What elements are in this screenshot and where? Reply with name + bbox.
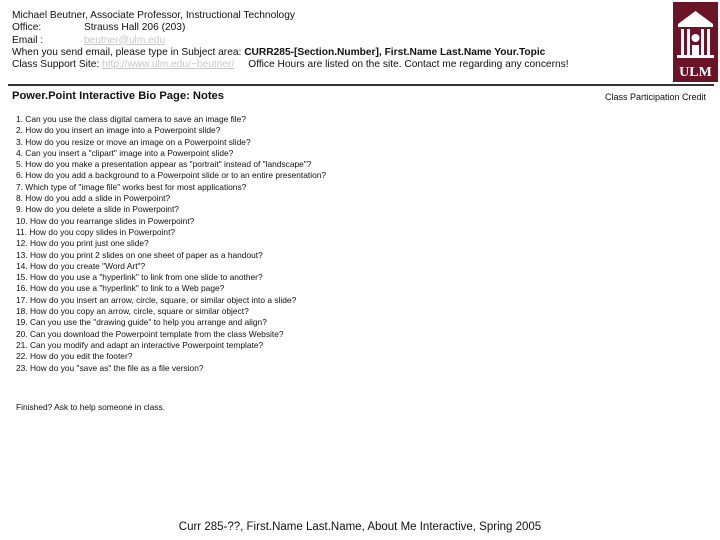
logo-clock — [692, 34, 700, 42]
logo-column — [701, 29, 704, 55]
email-row — [12, 35, 652, 47]
question-item: 12. How do you print just one slide? — [16, 238, 149, 249]
question-item: 11. How do you copy slides in Powerpoint? — [16, 226, 176, 237]
question-item: 21. Can you modify and adapt an interactive Powerpoint template? — [16, 339, 264, 350]
office-label: Office: — [12, 22, 42, 34]
logo-column — [681, 29, 684, 55]
office-row — [12, 22, 652, 34]
question-item: 10. How do you rearrange slides in Powerpoint? — [16, 215, 195, 226]
subject-format: CURR285-[Section.Number], First.Name Last.Name Your.Topic — [244, 46, 546, 58]
question-item: 14. How do you create "Word Art"? — [16, 260, 146, 271]
support-row — [12, 59, 652, 71]
question-item: 3. How do you resize or move an image on a Powerpoint slide? — [16, 136, 251, 147]
question-item: 23. How do you "save as" the file as a file version? — [16, 362, 204, 373]
credit-label: Class Participation Credit — [604, 92, 706, 102]
slide-footer: Curr 285-??, First.Name Last.Name, About Me Interactive, Spring 2005 — [178, 521, 542, 533]
send-text: When you send email, please type in Subject area: — [12, 46, 245, 58]
email-link[interactable]: beutner@ulm.edu — [84, 34, 166, 46]
question-item: 2. How do you insert an image into a Powerpoint slide? — [16, 125, 221, 136]
subject-instructions — [12, 47, 652, 59]
ulm-logo — [673, 2, 718, 82]
question-item: 18. How do you copy an arrow, circle, square or similar object? — [16, 306, 249, 317]
question-item: 19. Can you use the "drawing guide" to help you arrange and align? — [16, 317, 267, 328]
logo-text: ULM — [679, 65, 712, 80]
question-item: 13. How do you print 2 slides on one sheet of paper as a handout? — [16, 249, 263, 260]
question-list — [16, 114, 326, 374]
office-hours-text: Office Hours are listed on the site. Contact me regarding any concerns! — [248, 59, 569, 71]
header-divider — [8, 84, 714, 86]
support-label: Class Support Site: — [12, 59, 103, 71]
finished-note: Finished? Ask to help someone in class. — [16, 402, 165, 412]
question-item: 22. How do you edit the footer? — [16, 351, 133, 362]
logo-entablature — [678, 24, 713, 27]
logo-column — [687, 29, 690, 55]
page-title: Power.Point Interactive Bio Page: Notes — [12, 90, 224, 102]
support-site-link[interactable]: http://www.ulm.edu/~beutner/ — [102, 59, 235, 71]
email-label: Email : — [12, 34, 44, 46]
question-item: 1. Can you use the class digital camera to save an image file? — [16, 114, 246, 124]
question-item: 7. Which type of "image file" works best for most applications? — [16, 181, 247, 192]
question-item: 4. Can you insert a "clipart" image into a Powerpoint slide? — [16, 147, 234, 158]
instructor-name: Michael Beutner, Associate Professor, Instructional Technology — [12, 10, 295, 21]
office-value: Strauss Hall 206 (203) — [84, 22, 186, 34]
logo-column — [707, 29, 710, 55]
question-item: 15. How do you use a "hyperlink" to link from one slide to another? — [16, 272, 263, 283]
question-item: 8. How do you add a slide in Powerpoint? — [16, 193, 171, 204]
question-item: 17. How do you insert an arrow, circle, square, or similar object into a slide? — [16, 294, 297, 305]
question-item: 20. Can you download the Powerpoint template from the class Website? — [16, 328, 284, 339]
question-item: 5. How do you make a presentation appear as "portrait" instead of "landscape"? — [16, 159, 312, 170]
header-block — [12, 10, 652, 71]
question-item: 6. How do you add a background to a Powerpoint slide or to an entire presentation? — [16, 170, 327, 181]
logo-door — [692, 45, 699, 55]
question-item: 16. How do you use a "hyperlink" to link to a Web page? — [16, 283, 225, 294]
question-item: 9. How do you delete a slide in Powerpoint? — [16, 204, 179, 215]
logo-base — [677, 55, 714, 58]
